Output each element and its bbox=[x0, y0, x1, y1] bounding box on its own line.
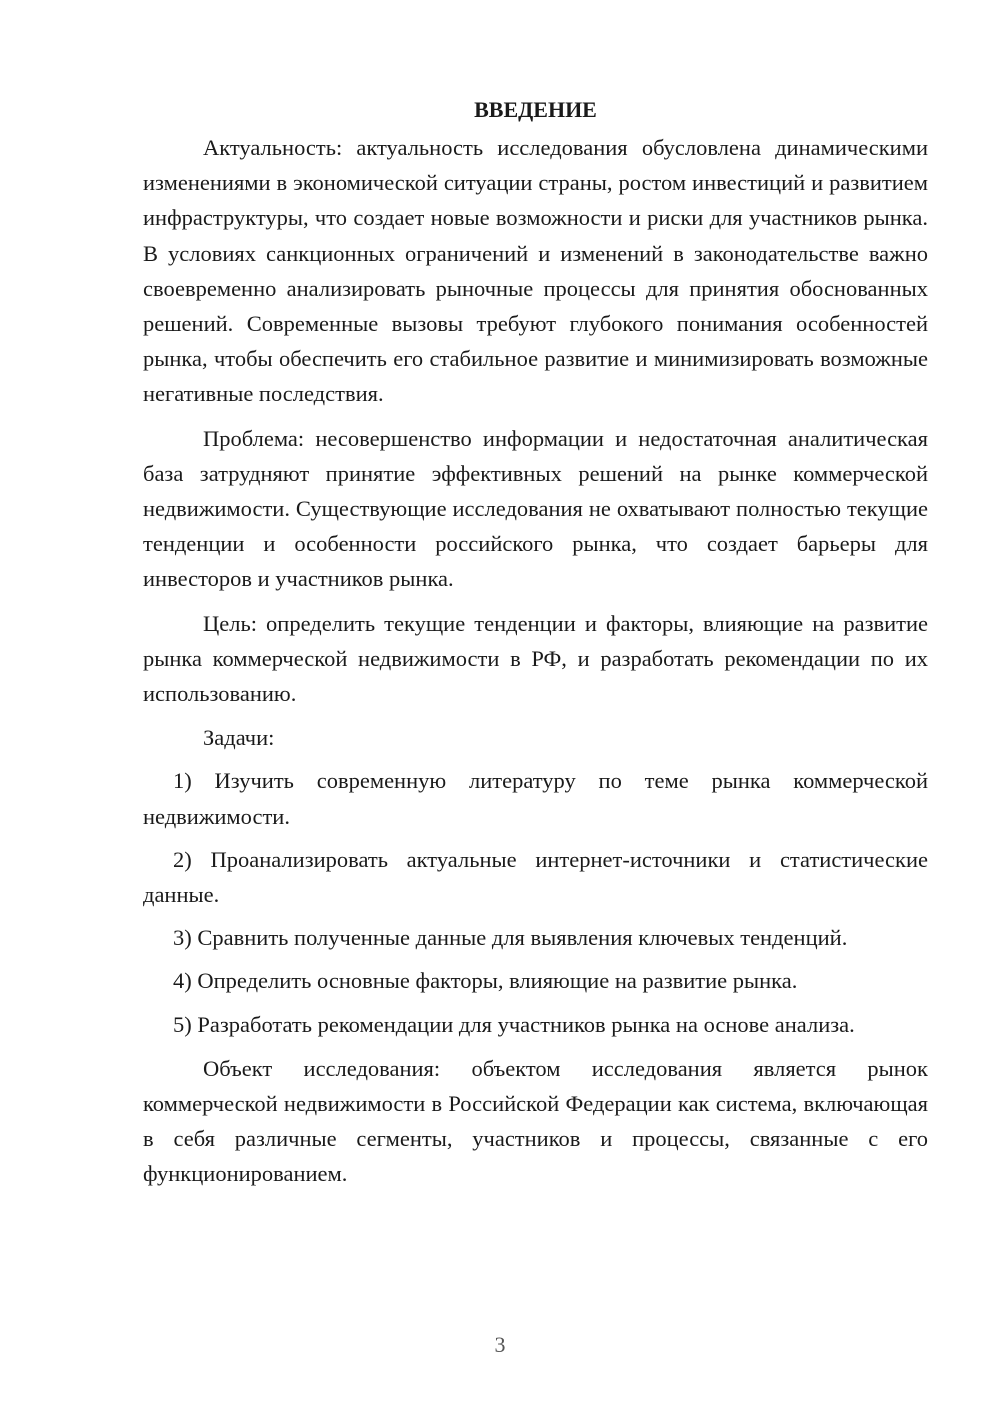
goal-paragraph: Цель: определить текущие тенденции и факторы, влияющие на развитие рынка коммерческой недвижимости в РФ, и разработать рекомендации по их использованию. bbox=[143, 610, 928, 707]
tasks-list bbox=[143, 763, 928, 1041]
relevance-paragraph: Актуальность: актуальность исследования обусловлена динамическими изменениями в экономической ситуации страны, ростом инвестиций и развитием инфраструктуры, что создает новые возможности и риски для участников рынка. В условиях санкционных ограничений и изменений в законодательстве важно своевременно анализировать рыночные процессы для принятия обоснованных решений. Современные вызовы требуют глубокого понимания особенностей рынка, чтобы обеспечить его стабильное развитие и минимизировать возможные негативные последствия. bbox=[143, 135, 928, 407]
task-item-3: 3) Сравнить полученные данные для выявления ключевых тенденций. bbox=[173, 925, 848, 951]
task-item-4: 4) Определить основные факторы, влияющие на развитие рынка. bbox=[173, 968, 798, 994]
task-item-5: 5) Разработать рекомендации для участников рынка на основе анализа. bbox=[173, 1011, 855, 1037]
document-page bbox=[143, 92, 928, 1192]
page-number: 3 bbox=[494, 1332, 506, 1357]
task-item-1: 1) Изучить современную литературу по теме рынка коммерческой недвижимости. bbox=[143, 768, 928, 829]
section-title: ВВЕДЕНИЕ bbox=[474, 97, 597, 122]
object-paragraph: Объект исследования: объектом исследования является рынок коммерческой недвижимости в Российской Федерации как система, включающая в себя различные сегменты, участников и процессы, связанные с его функционированием. bbox=[143, 1055, 928, 1187]
problem-paragraph: Проблема: несовершенство информации и недостаточная аналитическая база затрудняют принятие эффективных решений на рынке коммерческой недвижимости. Существующие исследования не охватывают полностью текущие тенденции и особенности российского рынка, что создает барьеры для инвесторов и участников рынка. bbox=[143, 425, 928, 592]
task-item-2: 2) Проанализировать актуальные интернет-источники и статистические данные. bbox=[143, 846, 928, 908]
tasks-heading: Задачи: bbox=[203, 725, 275, 751]
